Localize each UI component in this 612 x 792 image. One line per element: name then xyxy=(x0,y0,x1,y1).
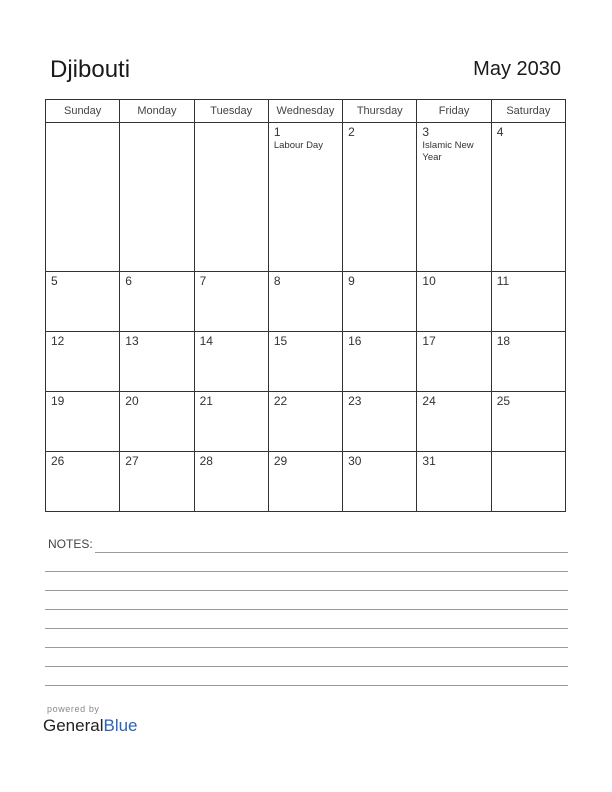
day-cell xyxy=(268,331,342,391)
weekday-header: Tuesday xyxy=(194,100,268,123)
holiday-label: Islamic New Year xyxy=(422,140,474,163)
weekday-header: Friday xyxy=(417,100,491,123)
day-number: 21 xyxy=(199,393,213,408)
day-cell xyxy=(120,451,194,511)
weekday-header-row xyxy=(46,100,566,123)
weekday-header: Sunday xyxy=(46,100,120,123)
month-title: May 2030 xyxy=(473,58,561,80)
day-cell xyxy=(417,271,491,331)
day-number: 25 xyxy=(496,393,511,408)
day-cell xyxy=(491,451,565,511)
day-number: 16 xyxy=(348,333,362,348)
day-cell xyxy=(120,271,194,331)
day-number: 11 xyxy=(496,273,510,288)
day-number: 27 xyxy=(125,453,139,468)
day-cell xyxy=(343,391,417,451)
day-cell xyxy=(120,391,194,451)
weekday-header: Wednesday xyxy=(268,100,342,123)
note-line xyxy=(45,590,568,591)
day-cell xyxy=(46,391,120,451)
day-cell xyxy=(491,331,565,391)
note-line xyxy=(45,647,568,648)
day-number: 14 xyxy=(199,333,213,348)
day-number: 30 xyxy=(348,453,362,468)
day-number: 22 xyxy=(273,393,288,408)
day-number: 15 xyxy=(273,333,288,348)
day-number: 31 xyxy=(422,453,436,468)
day-number: 18 xyxy=(496,333,511,348)
week-row xyxy=(46,391,566,451)
holiday-label: Labour Day xyxy=(273,140,323,151)
day-cell xyxy=(491,123,565,272)
day-number: 12 xyxy=(51,333,65,348)
day-cell xyxy=(120,331,194,391)
day-number: 28 xyxy=(199,453,213,468)
day-cell xyxy=(268,123,342,272)
week-row xyxy=(46,451,566,511)
country-title: Djibouti xyxy=(50,56,131,83)
day-cell xyxy=(194,451,268,511)
week-row xyxy=(46,271,566,331)
logo-general-text: General xyxy=(43,716,104,735)
day-cell xyxy=(194,331,268,391)
day-cell xyxy=(491,271,565,331)
day-cell xyxy=(46,271,120,331)
day-number: 24 xyxy=(422,393,436,408)
day-number: 17 xyxy=(422,333,436,348)
weekday-header: Monday xyxy=(120,100,194,123)
day-cell xyxy=(194,123,268,272)
day-number: 2 xyxy=(348,125,355,139)
day-cell xyxy=(194,271,268,331)
day-cell xyxy=(343,123,417,272)
day-number: 4 xyxy=(496,125,504,139)
day-number: 23 xyxy=(348,393,362,408)
day-number: 7 xyxy=(199,273,207,288)
day-cell xyxy=(268,271,342,331)
day-cell xyxy=(194,391,268,451)
day-cell xyxy=(343,451,417,511)
day-number: 3 xyxy=(422,125,430,139)
day-number: 9 xyxy=(348,273,355,288)
day-cell xyxy=(417,331,491,391)
day-number: 20 xyxy=(125,393,139,408)
day-cell xyxy=(120,123,194,272)
note-line xyxy=(45,666,568,667)
day-number: 1 xyxy=(273,125,281,139)
day-cell xyxy=(417,451,491,511)
note-line xyxy=(45,628,568,629)
note-line xyxy=(95,552,568,553)
logo-blue-text: Blue xyxy=(103,716,138,735)
day-cell xyxy=(268,391,342,451)
day-number: 19 xyxy=(51,393,65,408)
day-cell xyxy=(46,123,120,272)
day-cell xyxy=(417,391,491,451)
weekday-header: Saturday xyxy=(491,100,565,123)
weekday-header: Thursday xyxy=(343,100,417,123)
day-number: 26 xyxy=(51,453,65,468)
generalblue-logo xyxy=(43,716,138,736)
day-number: 29 xyxy=(273,453,288,468)
day-cell xyxy=(46,331,120,391)
day-cell xyxy=(343,331,417,391)
week-row xyxy=(46,331,566,391)
note-line xyxy=(45,609,568,610)
day-number: 13 xyxy=(125,333,139,348)
calendar-grid xyxy=(45,99,566,512)
day-number: 10 xyxy=(422,273,436,288)
powered-by-text: powered by xyxy=(47,704,100,714)
day-cell xyxy=(343,271,417,331)
note-line xyxy=(45,685,568,686)
day-cell xyxy=(46,451,120,511)
notes-label: NOTES: xyxy=(48,537,93,551)
day-number: 5 xyxy=(51,273,58,288)
week-row xyxy=(46,123,566,272)
day-number: 8 xyxy=(273,273,281,288)
note-line xyxy=(45,571,568,572)
day-number: 6 xyxy=(125,273,132,288)
day-cell xyxy=(491,391,565,451)
day-cell xyxy=(268,451,342,511)
day-cell xyxy=(417,123,491,272)
